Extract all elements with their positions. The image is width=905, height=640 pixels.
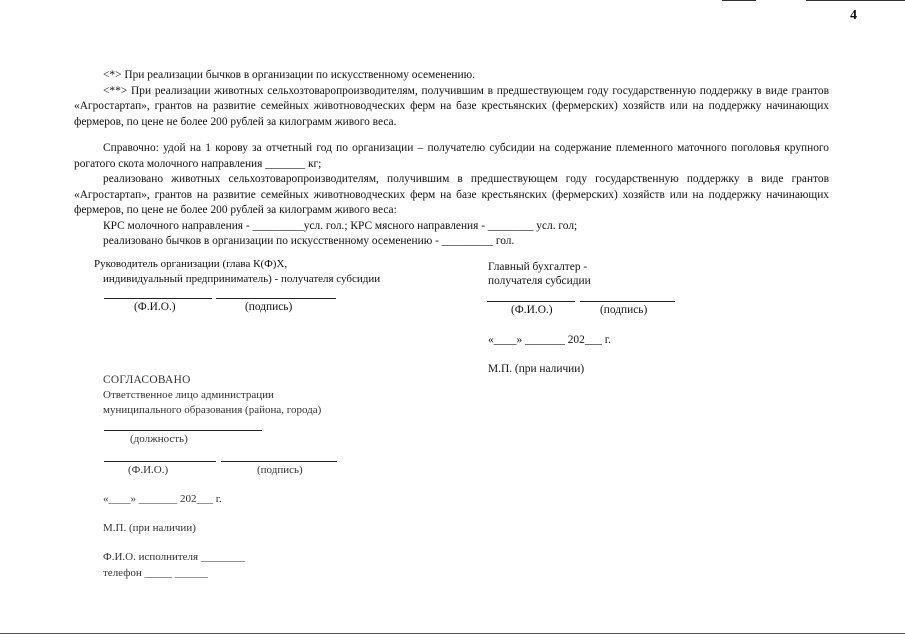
reference-block: [74, 141, 829, 250]
accountant-stamp: М.П. (при наличии): [488, 363, 585, 375]
head-org-title-2: индивидуальный предприниматель) - получателя субсидии: [103, 273, 381, 285]
reference-cattle-counts: КРС молочного направления - _________усл. гол.; КРС мясного направления - ________ усл. гол;: [103, 219, 578, 232]
approval-fio-line: [104, 461, 216, 462]
accountant-title-2: получателя субсидии: [488, 275, 591, 287]
head-org-sign-line: [216, 298, 336, 299]
head-org-title-1: Руководитель организации (глава К(Ф)Х,: [94, 258, 288, 270]
approval-line-1: Ответственное лицо администрации: [103, 389, 274, 401]
top-rule-right: [806, 0, 905, 1]
reference-yield: Справочно: удой на 1 корову за отчетный год по организации – получателю субсидии на содержание племенного маточного поголовья крупного рогатого скота молочного направления _______ кг;: [74, 142, 829, 170]
approval-fio-caption: (Ф.И.О.): [128, 464, 169, 476]
footnote-1: <*> При реализации бычков в организации по искусственному осеменению.: [103, 69, 475, 81]
page-number: 4: [850, 8, 857, 23]
bottom-rule: [0, 633, 905, 634]
approval-date: «____» _______ 202___ г.: [103, 493, 222, 505]
accountant-date: «____» _______ 202___ г.: [488, 334, 611, 346]
accountant-sign-line: [580, 301, 675, 302]
footnote-2: <**> При реализации животных сельхозтоваропроизводителям, получившим в предшествующем году государственную поддержку в виде грантов «Агростартап», грантов на развитие семейных животноводческих ферм на базе крестьянских (фермерских) хозяйств или на поддержку начинающих фермеров, по цене не более 200 рублей за килограмм живого веса.: [74, 84, 829, 128]
reference-sold-animals: реализовано животных сельхозтоваропроизводителям, получившим в предшествующем году государственную поддержку в виде грантов «Агростартап», грантов на развитие семейных животноводческих ферм на базе крестьянских (фермерских) хозяйств или на поддержку начинающих фермеров, по цене не более 200 рублей за килограмм живого веса:: [74, 173, 829, 216]
accountant-fio-line: [487, 301, 575, 302]
approval-sign-line: [221, 461, 337, 462]
top-rule-left: [722, 0, 756, 1]
approval-line-2: муниципального образования (района, города): [103, 404, 322, 416]
accountant-title-1: Главный бухгалтер -: [488, 261, 588, 273]
approval-position-caption: (должность): [130, 433, 188, 445]
head-org-fio-caption: (Ф.И.О.): [134, 301, 176, 313]
accountant-sign-caption: (подпись): [600, 304, 648, 316]
executor-name: Ф.И.О. исполнителя ________: [103, 551, 245, 563]
approval-position-line: [104, 430, 262, 431]
executor-phone: телефон _____ ______: [103, 567, 208, 579]
approval-sign-caption: (подпись): [257, 464, 303, 476]
footnotes: [74, 68, 829, 130]
head-org-fio-line: [104, 298, 212, 299]
head-org-sign-caption: (подпись): [245, 301, 293, 313]
accountant-fio-caption: (Ф.И.О.): [511, 304, 553, 316]
approval-stamp: М.П. (при наличии): [103, 522, 196, 534]
approval-title: СОГЛАСОВАНО: [103, 374, 191, 386]
reference-bulls-sold: реализовано бычков в организации по искусственному осеменению - _________ гол.: [103, 235, 515, 247]
